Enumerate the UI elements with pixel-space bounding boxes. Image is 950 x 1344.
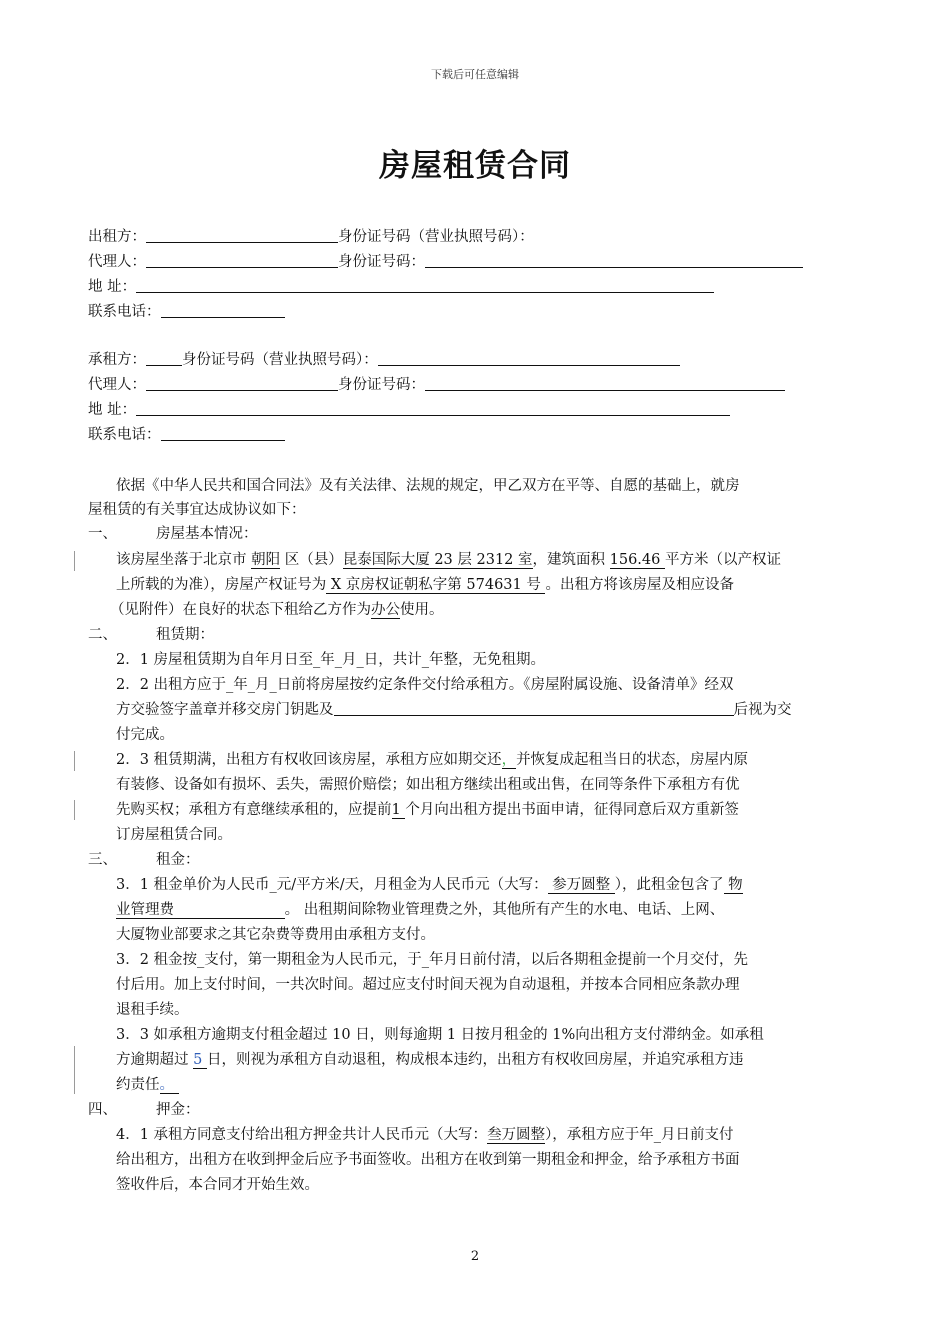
area-value: 156.46: [609, 552, 665, 568]
clause-3-2-line-1: 3．2 租金按_支付，第一期租金为人民币元，于_年月日前付清，以后各期租金提前一个月交付，先: [116, 952, 749, 968]
district-value: 朝阳: [251, 552, 281, 568]
lessor-phone-blank: [161, 302, 285, 318]
revision-mark: 。: [159, 1077, 179, 1093]
clause-2-1: 2．1 房屋租赁期为自年月日至_年_月_日，共计_年整，无免租期。: [116, 652, 546, 668]
lessor-phone-line: [88, 300, 285, 325]
lessee-agent-id-blank: [425, 375, 785, 391]
lessor-name-blank: [146, 227, 338, 243]
lessee-agent-label: 代理人：: [88, 377, 146, 393]
section-1-number: 一、: [88, 526, 117, 542]
clause-3-1-line-1: 3．1 租金单价为人民币_元/平方米/天，月租金为人民币元（大写： 参万圆整 ），此租金包含了 物: [116, 877, 743, 893]
lessor-address-blank: [136, 277, 714, 293]
lessee-name-line: [88, 348, 680, 373]
header-note: 下载后可任意编辑: [431, 68, 519, 81]
lessor-agent-blank: [146, 252, 338, 268]
clause-2-3-line-1: 2．3 租赁期满，出租方有权收回该房屋，承租方应如期交还，并恢复成起租当日的状态，房屋内原: [116, 752, 749, 768]
revision-margin-mark: [74, 751, 75, 771]
keys-blank: [334, 700, 734, 716]
lessee-name-blank: [146, 350, 182, 366]
clause-3-3-line-1: 3．3 如承租方逾期支付租金超过 10 日，则每逾期 1 日按月租金的 1%向出租方支付滞纳金。如承租: [116, 1027, 764, 1043]
section-2-number: 二、: [88, 627, 117, 643]
lessor-agent-id-label: 身份证号码：: [338, 254, 425, 270]
section-4-title: 押金：: [156, 1102, 200, 1118]
clause-4-1-line-2: 给出租方，出租方在收到押金后应予书面签收。出租方在收到第一期租金和押金，给予承租方书面: [116, 1152, 740, 1168]
lessor-phone-label: 联系电话：: [88, 304, 161, 320]
building-value: 昆泰国际大厦 23 层 2312 室: [342, 552, 533, 568]
revision-margin-mark: [74, 551, 75, 571]
document-title: 房屋租赁合同: [379, 148, 571, 184]
revision-mark: ，: [501, 752, 517, 768]
lessee-agent-id-label: 身份证号码：: [338, 377, 425, 393]
lessee-id-blank: [378, 350, 680, 366]
preamble-line-2: 屋租赁的有关事宜达成协议如下：: [88, 502, 306, 518]
clause-3-1-line-2: 业管理费 。 出租期间除物业管理费之外，其他所有产生的水电、电话、上网、: [116, 902, 725, 918]
lessee-name-label: 承租方：: [88, 352, 146, 368]
lessee-agent-blank: [146, 375, 338, 391]
clause-4-1-line-3: 签收件后，本合同才开始生效。: [116, 1177, 319, 1193]
section-4-number: 四、: [88, 1102, 117, 1118]
lessor-address-label: 地 址：: [88, 279, 137, 295]
section-3-heading: [88, 848, 200, 873]
lessee-id-label: 身份证号码（营业执照号码）：: [182, 352, 378, 368]
section-1-line-2: 上所载的为准），房屋产权证号为 X 京房权证朝私字第 574631 号 。出租方将该房屋及相应设备: [116, 577, 734, 593]
lessee-phone-line: [88, 423, 285, 448]
deposit-amount-words: 叁万圆整: [487, 1127, 546, 1143]
clause-2-3-line-3: 先购买权；承租方有意继续承租的，应提前1 个月向出租方提出书面申请，征得同意后双方重新签: [116, 802, 739, 818]
page-number: 2: [470, 1249, 480, 1264]
section-3-title: 租金：: [156, 852, 200, 868]
lessee-agent-line: [88, 373, 785, 398]
section-4-heading: [88, 1098, 200, 1123]
clause-2-3-line-4: 订房屋租赁合同。: [116, 827, 232, 843]
lessee-address-blank: [136, 400, 730, 416]
lessor-name-label: 出租方：: [88, 229, 146, 245]
lessor-name-line: [88, 225, 534, 250]
lessee-address-line: [88, 398, 730, 423]
clause-2-3-line-2: 有装修、设备如有损坏、丢失，需照价赔偿；如出租方继续出租或出售，在同等条件下承租方有优: [116, 777, 740, 793]
lessor-agent-id-blank: [425, 252, 803, 268]
preamble-line-1: 依据《中华人民共和国合同法》及有关法律、法规的规定，甲乙双方在平等、自愿的基础上，就房: [116, 478, 740, 494]
lessor-agent-line: [88, 250, 803, 275]
section-1-heading: [88, 522, 258, 547]
overdue-days-value: 5: [193, 1052, 207, 1068]
section-3-number: 三、: [88, 852, 117, 868]
clause-3-2-line-2: 付后用。加上支付时间，一共次时间。超过应支付时间天视为自动退租，并按本合同相应条款办理: [116, 977, 740, 993]
rent-includes-value-cont: 业管理费: [116, 902, 285, 918]
clause-3-1-line-3: 大厦物业部要求之其它杂费等费用由承租方支付。: [116, 927, 435, 943]
clause-3-3-line-3: 约责任。: [116, 1077, 179, 1093]
usage-value: 办公: [371, 602, 400, 618]
section-2-title: 租赁期：: [156, 627, 214, 643]
clause-3-3-line-2: 方逾期超过 5 日，则视为承租方自动退租，构成根本违约，出租方有权收回房屋，并追究承租方违: [116, 1052, 744, 1068]
rent-amount-words: 参万圆整: [547, 877, 615, 893]
lessor-id-label: 身份证号码（营业执照号码）：: [338, 229, 534, 245]
section-2-heading: [88, 623, 214, 648]
property-cert-value: X 京房权证朝私字第 574631 号: [326, 577, 546, 593]
lessee-address-label: 地 址：: [88, 402, 137, 418]
clause-3-2-line-3: 退租手续。: [116, 1002, 189, 1018]
revision-margin-mark: [74, 800, 75, 820]
lessor-agent-label: 代理人：: [88, 254, 146, 270]
section-1-title: 房屋基本情况：: [156, 526, 258, 542]
section-1-line-3: （见附件）在良好的状态下租给乙方作为办公使用。: [110, 602, 444, 618]
clause-2-2-line-1: 2．2 出租方应于_年_月_日前将房屋按约定条件交付给承租方。《房屋附属设施、设备清单》经双: [116, 677, 734, 693]
clause-4-1-line-1: 4．1 承租方同意支付给出租方押金共计人民币元（大写：叁万圆整），承租方应于年_月日前支付: [116, 1127, 734, 1143]
clause-2-2-line-2: 方交验签字盖章并移交房门钥匙及 后视为交: [116, 702, 792, 718]
clause-2-2-line-3: 付完成。: [116, 727, 174, 743]
lessee-phone-label: 联系电话：: [88, 427, 161, 443]
section-1-line-1: 该房屋坐落于北京市 朝阳 区（县）昆泰国际大厦 23 层 2312 室，建筑面积 156.46 平方米（以产权证: [116, 552, 781, 568]
lessee-phone-blank: [161, 425, 285, 441]
rent-includes-value: 物: [723, 877, 743, 893]
lessor-address-line: [88, 275, 714, 300]
notice-months-value: 1: [391, 802, 406, 818]
revision-margin-mark: [74, 1046, 75, 1094]
